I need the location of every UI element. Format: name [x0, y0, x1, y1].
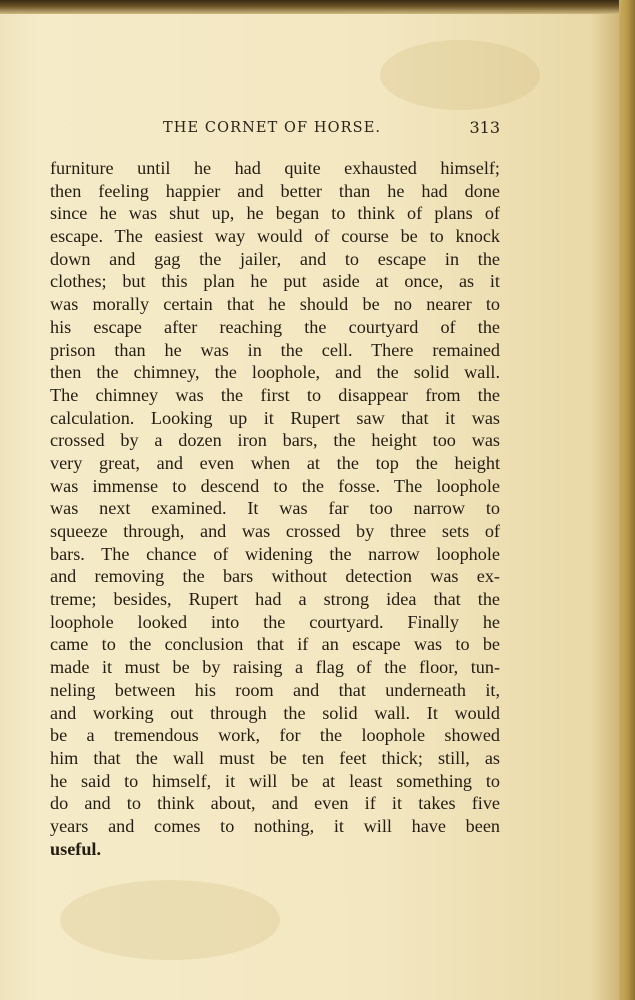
page-top-edge: [0, 0, 635, 14]
text-line: useful.: [50, 838, 102, 859]
text-line: was next examined. It was far too narrow to: [50, 498, 500, 519]
running-title: THE CORNET OF HORSE.: [163, 120, 382, 136]
text-line: his escape after reaching the courtyard of the: [50, 316, 500, 337]
text-line: treme; besides, Rupert had a strong idea that the: [50, 589, 500, 610]
text-line: furniture until he had quite exhausted himself;: [50, 158, 500, 178]
text-line: be a tremendous work, for the loophole showed: [50, 725, 500, 746]
paper-stain: [60, 880, 280, 960]
page-right-edge: [619, 0, 635, 1000]
text-line: he said to himself, it will be at least something to: [50, 770, 500, 791]
text-line: then feeling happier and better than he had done: [50, 180, 500, 201]
text-line: squeeze through, and was crossed by three sets of: [50, 521, 500, 541]
text-line: was immense to descend to the fosse. The loophole: [50, 475, 500, 496]
page-number: 313: [469, 118, 500, 137]
text-line: calculation. Looking up it Rupert saw that it was: [50, 407, 500, 428]
text-line: clothes; but this plan he put aside at once, as it: [50, 271, 500, 292]
text-line: bars. The chance of widening the narrow loophole: [50, 543, 500, 564]
text-line: The chimney was the first to disappear from the: [50, 384, 500, 405]
page-header: [50, 118, 500, 142]
text-line: crossed by a dozen iron bars, the height too was: [50, 430, 500, 451]
text-line: and working out through the solid wall. It would: [50, 702, 500, 723]
paper-stain: [380, 40, 540, 110]
body-text: [50, 157, 500, 860]
text-line: and removing the bars without detection was ex-: [50, 566, 500, 587]
text-line: made it must be by raising a flag of the floor, tun-: [50, 657, 500, 678]
text-line: was morally certain that he should be no nearer to: [50, 294, 500, 315]
text-line: loophole looked into the courtyard. Finally he: [50, 611, 500, 632]
text-line: very great, and even when at the top the height: [50, 452, 500, 473]
text-line: him that the wall must be ten feet thick; still, as: [50, 747, 500, 768]
text-line: came to the conclusion that if an escape was to be: [50, 634, 500, 655]
text-line: prison than he was in the cell. There remained: [50, 339, 500, 360]
text-line: do and to think about, and even if it takes five: [50, 793, 500, 814]
text-line: down and gag the jailer, and to escape in the: [50, 248, 500, 269]
text-line: then the chimney, the loophole, and the solid wall.: [50, 362, 500, 383]
text-line: years and comes to nothing, it will have been: [50, 815, 500, 836]
text-line: neling between his room and that underneath it,: [50, 679, 500, 700]
text-line: since he was shut up, he began to think of plans of: [50, 203, 500, 224]
text-line: escape. The easiest way would of course be to knock: [50, 226, 500, 247]
